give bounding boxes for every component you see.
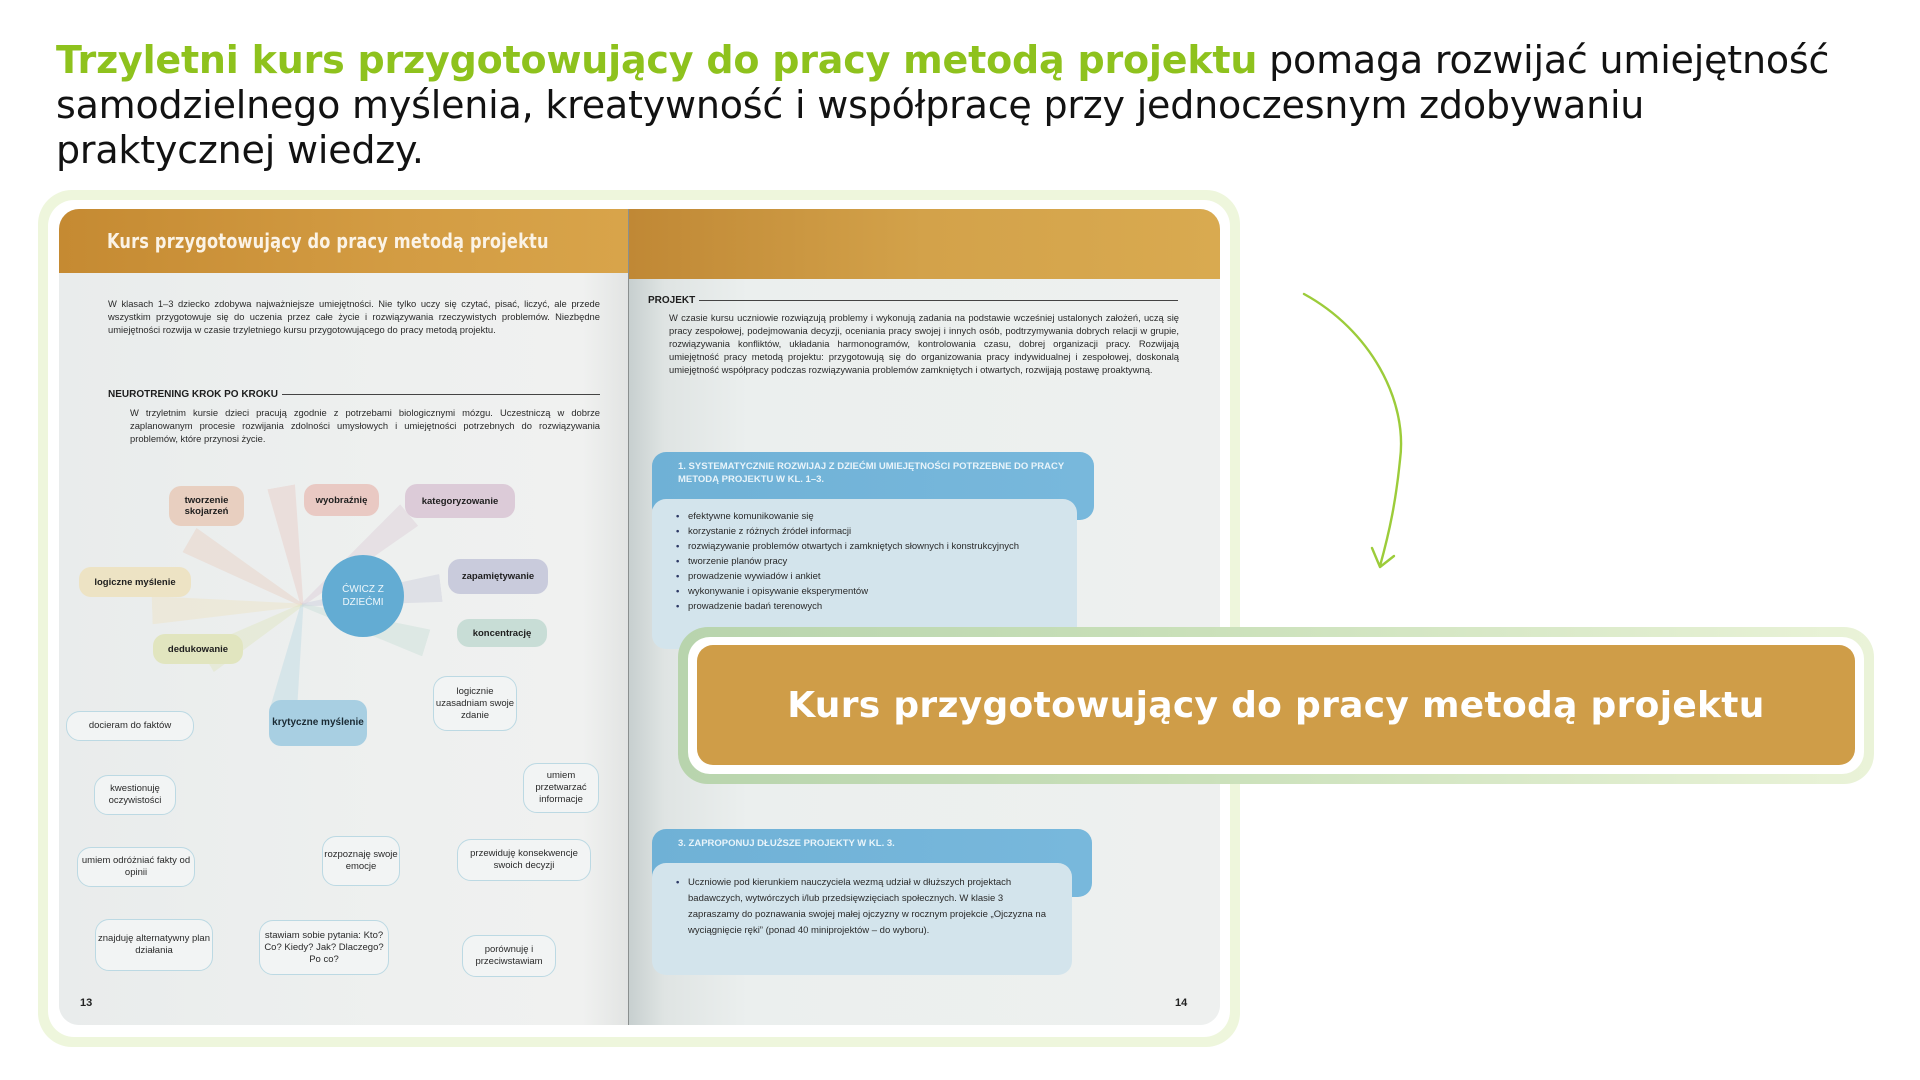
critical-item: znajduję alternatywny plan działania [95, 919, 213, 971]
box1-item: • rozwiązywanie problemów otwartych i zamkniętych słownych i konstrukcyjnych [676, 539, 1077, 554]
page-number-right: 14 [1175, 997, 1188, 1009]
intro-paragraph: W klasach 1–3 dziecko zdobywa najważniejsze umiejętności. Nie tylko uczy się czytać, pisać, liczyć, ale przede wszystkim przygotowuje się do uczenia przez całe życie i rozwiązywania rzeczywistych problemów. Niezbędne umiejętności rozwija w czasie trzyletniego kursu przygotowującego do pracy metodą projektu. [108, 298, 600, 335]
projekt-paragraph: W czasie kursu uczniowie rozwiązują problemy i wykonują zadania na podstawie wcześniej ustalonych założeń, uczą się pracy zespołowej, podejmowania decyzji, oceniania pracy swojej i innych osób, podtrzymywania dobrych relacji w grupie, rozwiązywania konfliktów, układania harmonogramów, kontrolowania czasu, dobrej organizacji pracy. Rozwijają umiejętność pracy metodą projektu: przygotowują się do organizowania pracy indywidualnej i zespołowej, doskonalą umiejętność współpracy podczas rozwiązywania problemów zamkniętych i otwartych, rozwijają postawę proaktywną. [669, 312, 1179, 375]
box3-item: • Uczniowie pod kierunkiem nauczyciela wezmą udział w dłuższych projektach badawczych, wytwórczych i/lub przedsięwzięciach społecznych. W klasie 3 zapraszamy do poznawania swojej małej ojczyzny w rocznym projekcie „Ojczyzna na wyciągnięcie ręki” (ponad 40 miniprojektów – do wyboru). [676, 875, 1052, 939]
headline-accent: Trzyletni kurs przygotowujący do pracy metodą projektu [56, 38, 1258, 82]
section-title-text: NEUROTRENING KROK PO KROKU [108, 389, 279, 400]
critical-item: porównuję i przeciwstawiam [462, 935, 556, 977]
neurotrening-paragraph: W trzyletnim kursie dzieci pracują zgodnie z potrzebami biologicznymi mózgu. Uczestniczą w dobrze zaplanowanym procesie rozwijania zdolności umysłowych i umiejętności potrzebnych do rozwiązywania problemów, które przynosi życie. [130, 407, 600, 444]
page-header [59, 209, 628, 273]
critical-thinking-node: krytyczne myślenie [269, 700, 367, 746]
section-title-neurotrening [108, 389, 600, 400]
critical-item: umiem przetwarzać informacje [523, 763, 599, 813]
page-number-left: 13 [80, 997, 93, 1009]
banner-fill [697, 645, 1855, 765]
curved-arrow-down-icon [1290, 280, 1420, 580]
critical-item: docieram do faktów [66, 711, 194, 741]
box1-list [652, 499, 1077, 614]
book-page-right [628, 209, 1220, 1025]
box3-title: 3. ZAPROPONUJ DŁUŻSZE PROJEKTY W KL. 3. [678, 838, 895, 849]
section-rule [699, 300, 1178, 301]
box1-item: • efektywne komunikowanie się [676, 509, 1077, 524]
box1-item: • prowadzenie wywiadów i ankiet [676, 569, 1077, 584]
mindmap-node: logiczne myślenie [79, 567, 191, 597]
book-spread-image [59, 209, 1220, 1025]
mindmap-node: zapamiętywanie [448, 559, 548, 594]
critical-item: rozpoznaję swoje emocje [322, 836, 400, 886]
section-title-text: PROJEKT [648, 295, 696, 306]
box1-item: • wykonywanie i opisywanie eksperymentów [676, 584, 1077, 599]
box1-title: 1. SYSTEMATYCZNIE ROZWIJAJ Z DZIEĆMI UMIEJĘTNOŚCI POTRZEBNE DO PRACY METODĄ PROJEKTU W KL. 1–3. [678, 461, 1065, 485]
mindmap-node: tworzenie skojarzeń [169, 486, 244, 526]
section-title-projekt [648, 295, 1178, 306]
book-page-left [59, 209, 628, 1025]
section-rule [282, 394, 600, 395]
critical-item: umiem odróżniać fakty od opinii [77, 847, 195, 887]
box3-list [652, 863, 1072, 939]
page-header-title: Kurs przygotowujący do pracy metodą projektu [107, 229, 549, 253]
mindmap-node: kategoryzowanie [405, 484, 515, 518]
critical-item: logicznie uzasadniam swoje zdanie [433, 676, 517, 731]
course-title-banner [678, 627, 1874, 784]
mindmap-node: koncentrację [457, 619, 547, 647]
headline [56, 38, 1836, 173]
critical-item: kwestionuję oczywistości [94, 775, 176, 815]
critical-item: przewiduję konsekwencje swoich decyzji [457, 839, 591, 881]
page-header-right [629, 209, 1220, 279]
critical-item: stawiam sobie pytania: Kto? Co? Kiedy? Jak? Dlaczego? Po co? [259, 920, 389, 975]
mindmap-center: ĆWICZ Z DZIEĆMI [322, 555, 404, 637]
mindmap-node: dedukowanie [153, 634, 243, 664]
box1-item: • tworzenie planów pracy [676, 554, 1077, 569]
banner-title: Kurs przygotowujący do pracy metodą projektu [787, 684, 1765, 726]
box1-item: • prowadzenie badań terenowych [676, 599, 1077, 614]
headline-text: pomaga rozwijać umiejętność samodzielnego myślenia, kreatywność i współpracę przy jednoczesnym zdobywaniu praktycznej wiedzy. [56, 38, 1830, 172]
box3-body [652, 863, 1072, 975]
mindmap-node: wyobraźnię [304, 484, 379, 516]
box1-item: • korzystanie z różnych źródeł informacji [676, 524, 1077, 539]
